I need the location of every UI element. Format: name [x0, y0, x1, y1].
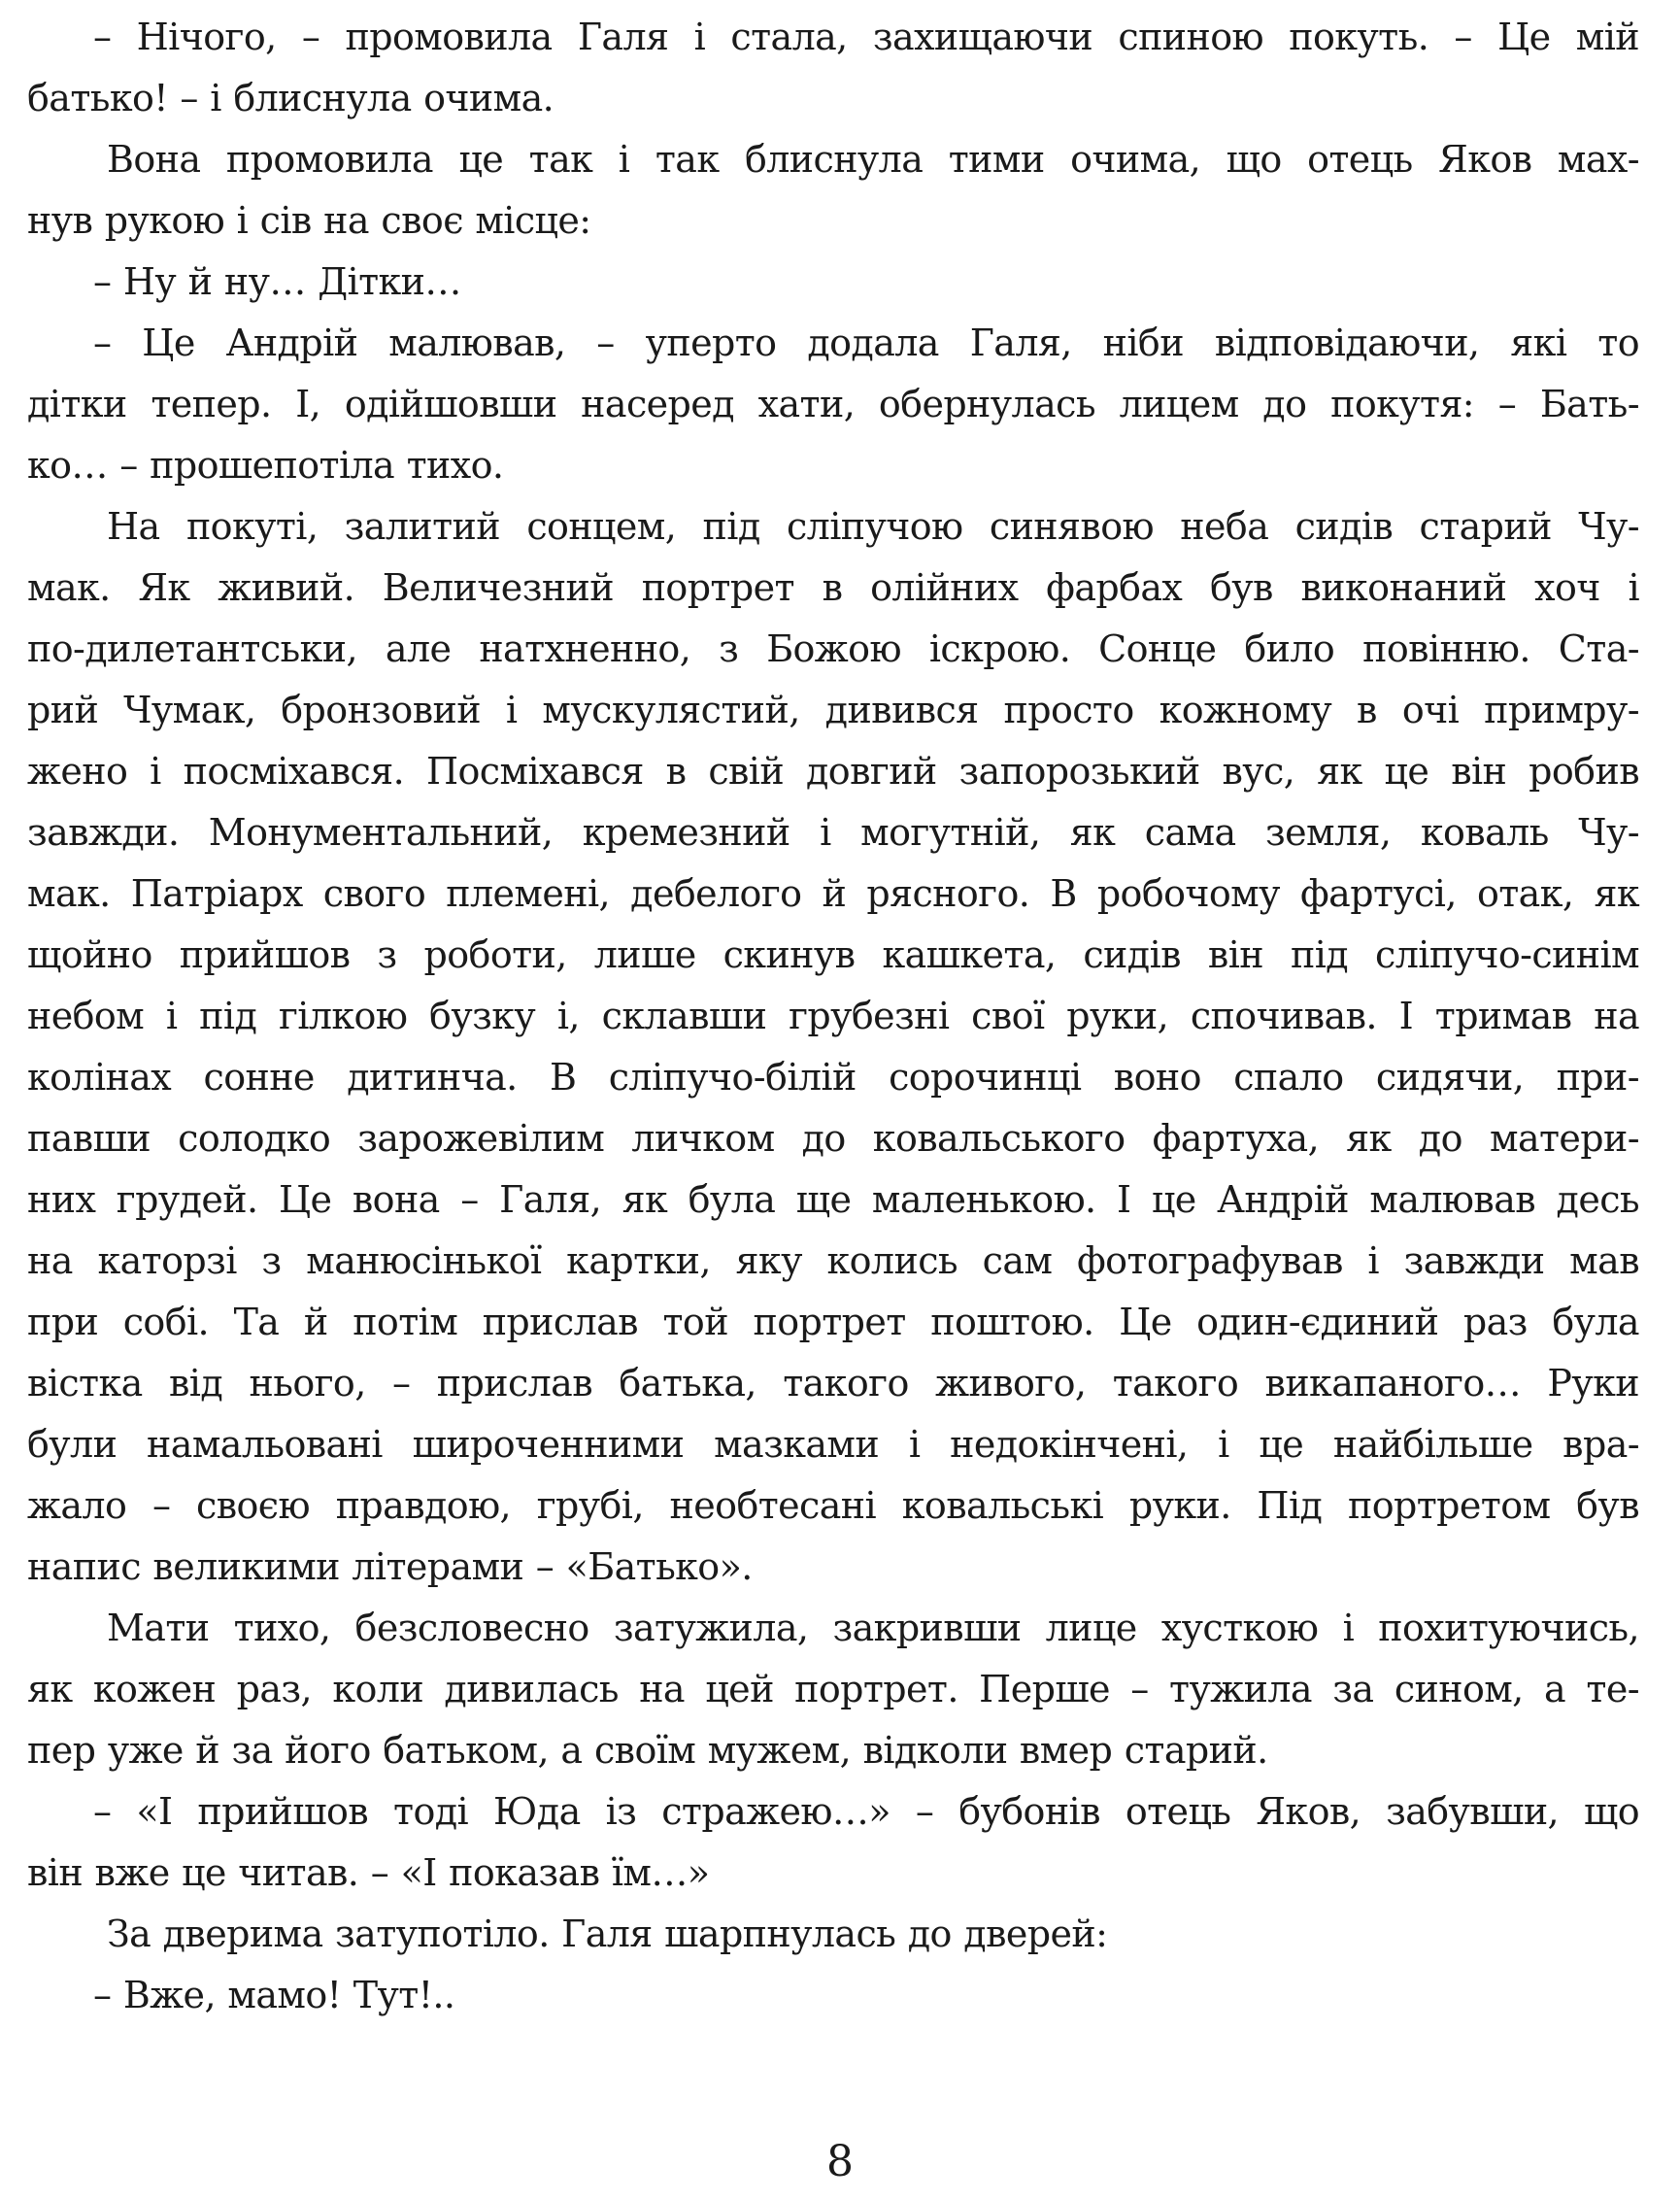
text-line: нув рукою і сів на своє місце:: [27, 199, 591, 242]
text-line: напис великими літерами – «Батько».: [27, 1545, 753, 1588]
text-line: завжди. Монументальний, кремезний і могутній, як сама земля, коваль Чу-: [27, 811, 1639, 854]
text-line: колінах сонне дитинча. В сліпучо-білій сорочинці воно спало сидячи, при-: [27, 1056, 1639, 1099]
text-line: він вже це читав. – «І показав їм…»: [27, 1851, 710, 1894]
text-line: жало – своєю правдою, грубі, необтесані ковальські руки. Під портретом був: [27, 1484, 1639, 1527]
text-line: дітки тепер. І, одійшовши насеред хати, обернулась лицем до покутя: – Бать-: [27, 383, 1639, 425]
text-line: небом і під гілкою бузку і, склавши грубезні свої руки, спочивав. І тримав на: [27, 995, 1639, 1037]
text-line: – Це Андрій малював, – уперто додала Галя, ніби відповідаючи, які то: [93, 322, 1639, 364]
text-line: – «І прийшов тоді Юда із стражею…» – бубонів отець Яков, забувши, що: [93, 1790, 1639, 1833]
text-line: при собі. Та й потім прислав той портрет поштою. Це один-єдиний раз була: [27, 1301, 1639, 1343]
text-line: мак. Як живий. Величезний портрет в олійних фарбах був виконаний хоч і: [27, 566, 1639, 609]
text-line: Мати тихо, безсловесно затужила, закривши лице хусткою і похитуючись,: [107, 1607, 1639, 1649]
text-line: жено і посміхався. Посміхався в свій довгий запорозький вус, як це він робив: [27, 750, 1639, 793]
text-line: ко… – прошепотіла тихо.: [27, 444, 504, 487]
text-line: пер уже й за його батьком, а своїм мужем, відколи вмер старий.: [27, 1729, 1268, 1772]
text-line: – Вже, мамо! Тут!..: [93, 1974, 455, 2016]
text-line: Вона промовила це так і так блиснула тими очима, що отець Яков мах-: [107, 138, 1639, 181]
text-line: – Нічого, – промовила Галя і стала, захищаючи спиною покуть. – Це мій: [93, 16, 1639, 58]
page-number: 8: [826, 2137, 854, 2186]
text-line: щойно прийшов з роботи, лише скинув кашкета, сидів він під сліпучо-синім: [27, 933, 1639, 976]
text-line: На покуті, залитий сонцем, під сліпучою синявою неба сидів старий Чу-: [107, 505, 1639, 548]
text-line: на каторзі з манюсінької картки, яку колись сам фотографував і завжди мав: [27, 1239, 1639, 1282]
text-line: мак. Патріарх свого племені, дебелого й рясного. В робочому фартусі, отак, як: [27, 872, 1639, 915]
text-line: – Ну й ну… Дітки…: [93, 260, 461, 303]
text-line: павши солодко зарожевілим личком до ковальського фартуха, як до матери-: [27, 1117, 1639, 1160]
text-line: За дверима затупотіло. Галя шарпнулась до дверей:: [107, 1912, 1108, 1955]
text-line: них грудей. Це вона – Галя, як була ще маленькою. І це Андрій малював десь: [27, 1178, 1639, 1221]
text-line: вістка від нього, – прислав батька, такого живого, такого викапаного… Руки: [27, 1362, 1639, 1405]
text-line: як кожен раз, коли дивилась на цей портрет. Перше – тужила за сином, а те-: [27, 1668, 1639, 1710]
text-line: по-дилетантськи, але натхненно, з Божою іскрою. Сонце било повінню. Ста-: [27, 627, 1639, 670]
text-line: рий Чумак, бронзовий і мускулястий, дивився просто кожному в очі примру-: [27, 689, 1639, 731]
text-line: були намальовані широченними мазками і недокінчені, і це найбільше вра-: [27, 1423, 1639, 1466]
text-line: батько! – і блиснула очима.: [27, 77, 554, 119]
